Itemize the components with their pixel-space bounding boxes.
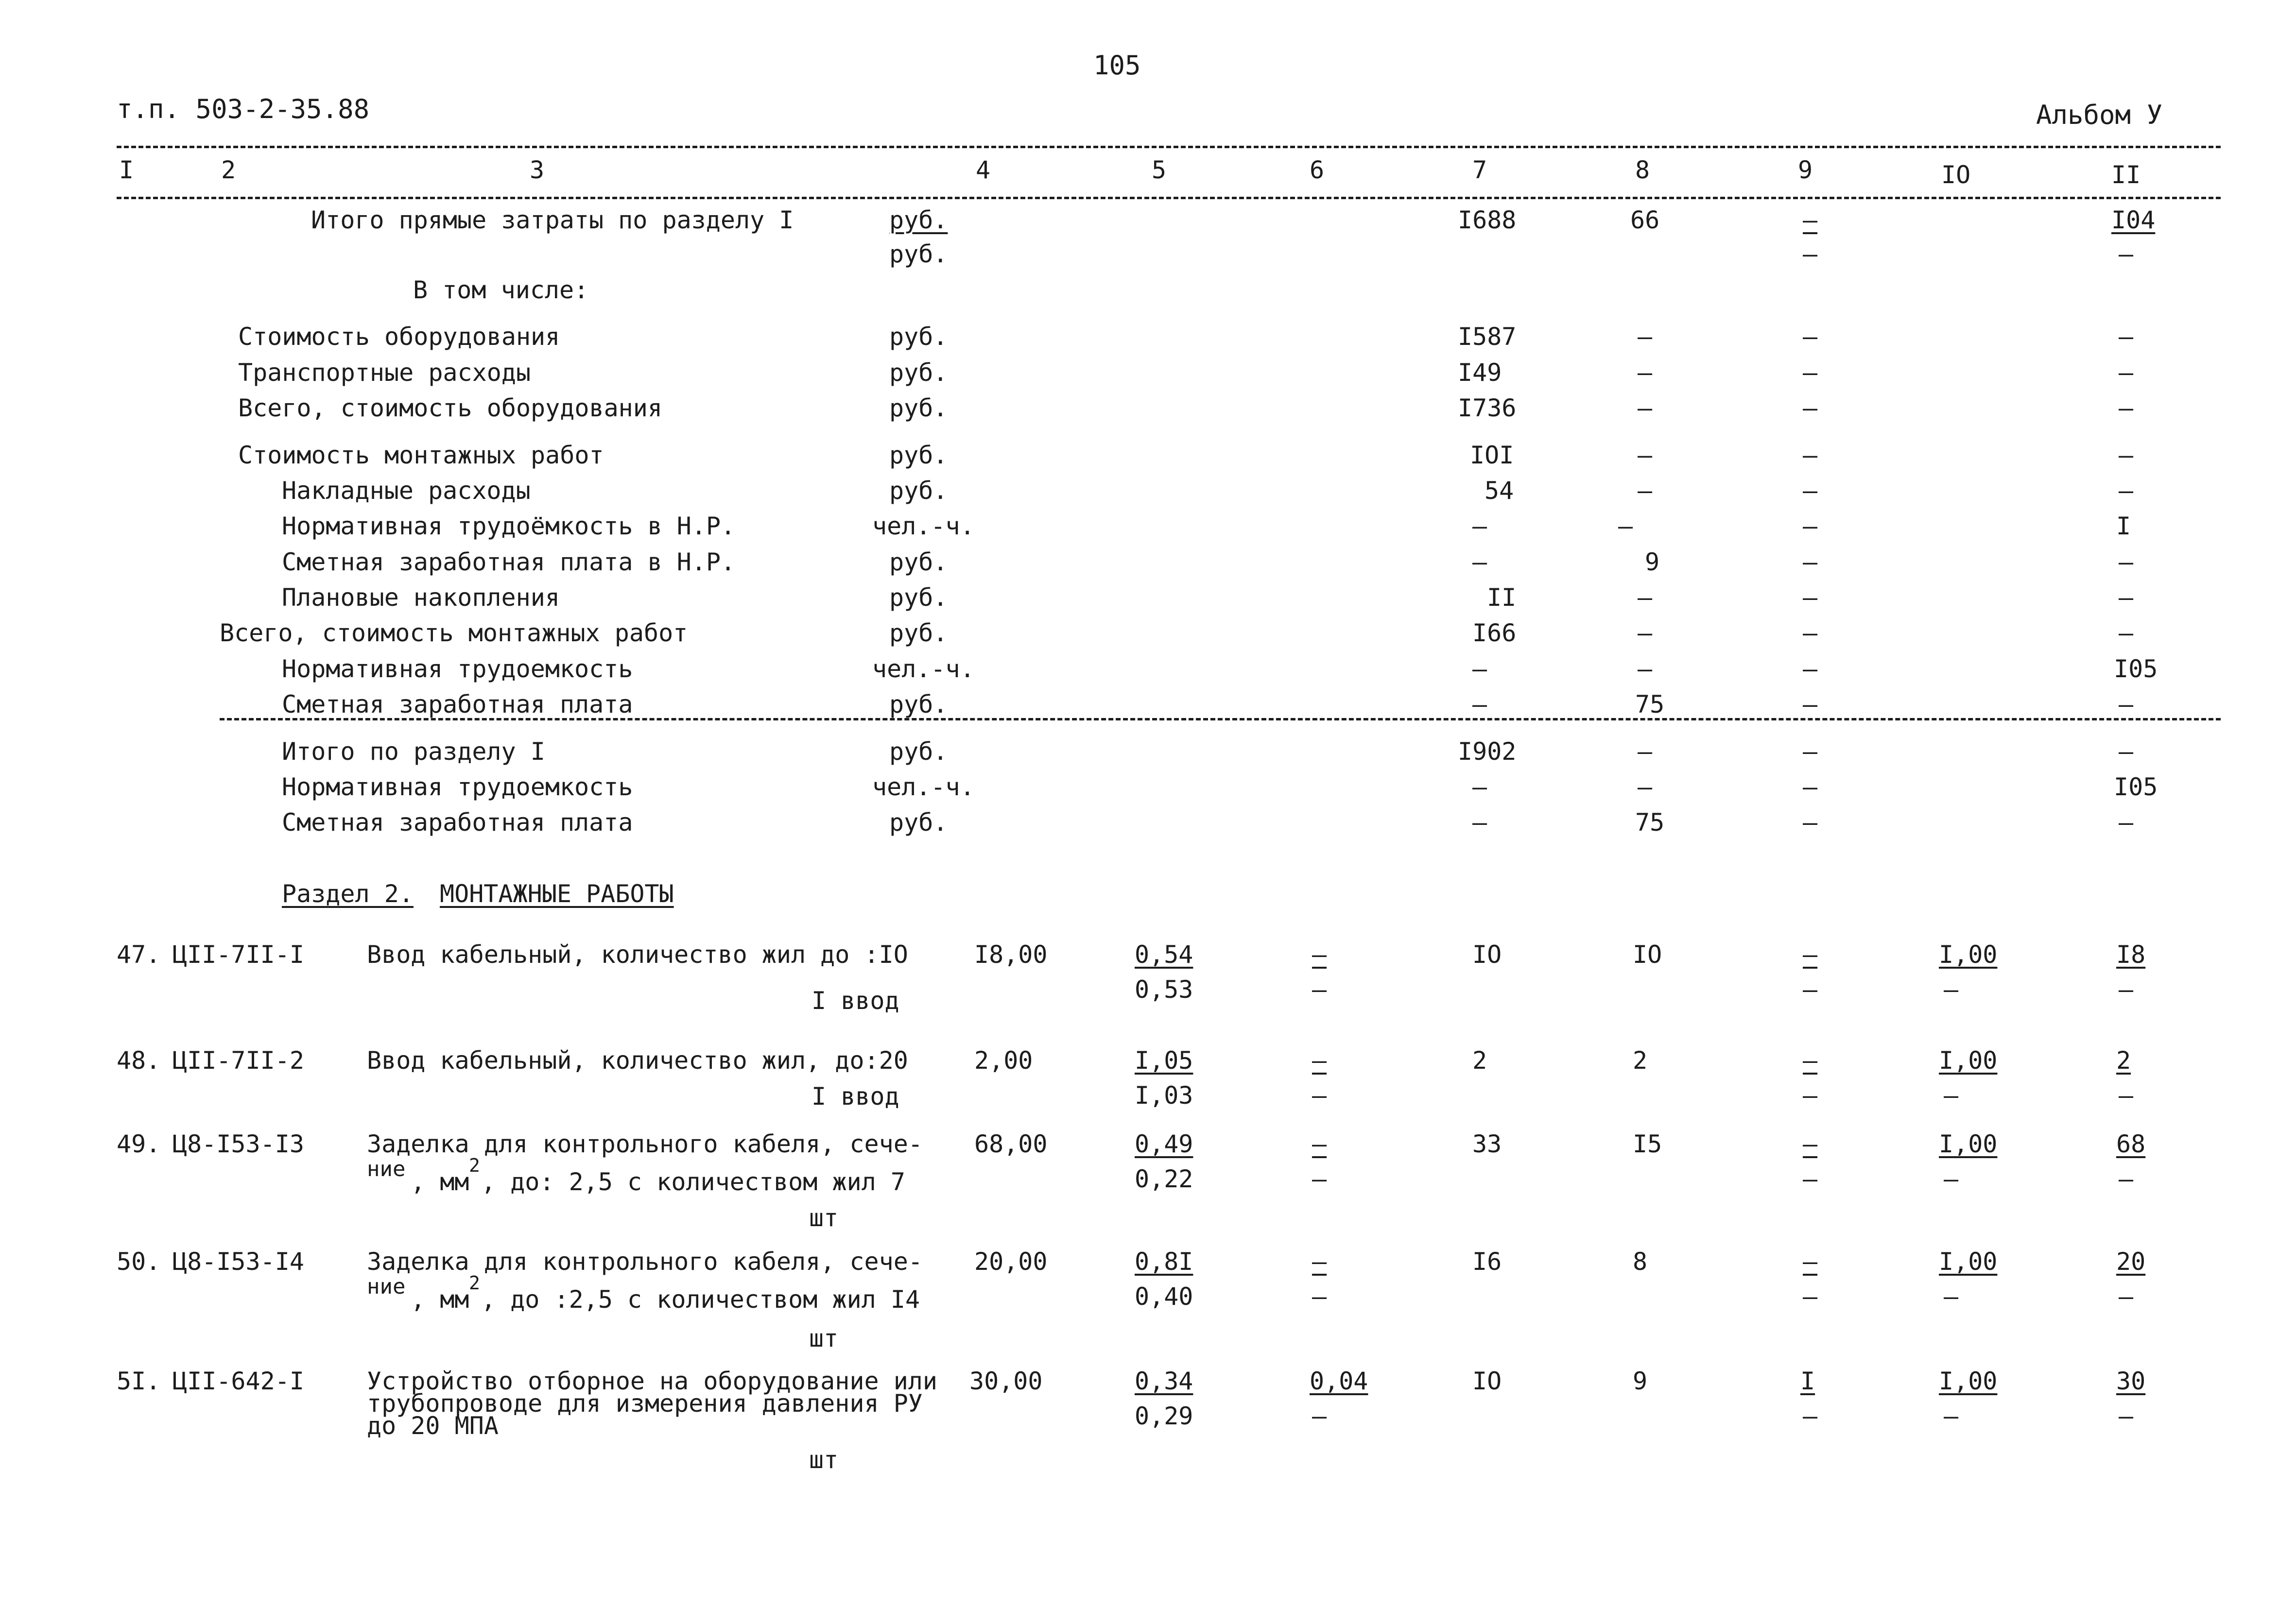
item-code: ЦII-642-I [173,1367,304,1395]
summary-value-col8: – [1618,512,1633,540]
summary-value-col9: – [1803,583,1818,612]
summary-label: Накладные расходы [282,477,531,505]
item-col6-bottom: – [1312,1081,1327,1110]
summary-value-col9: – [1803,477,1818,505]
summary-value-col9: – [1803,737,1818,766]
item-col11-top: 20 [2116,1248,2146,1276]
item-superscript: 2 [469,1155,480,1176]
header-rule-top [117,146,2221,148]
item-col7: IO [1472,940,1502,969]
summary-value-col8: – [1638,655,1653,683]
item-col10-bottom: – [1944,1081,1959,1110]
item-col7: 2 [1472,1046,1487,1075]
item-description-line2: трубопроводе для измерения давления РУ [367,1389,923,1418]
summary-value-col7: – [1472,808,1487,837]
item-col6-top: – [1312,1130,1327,1158]
summary-label: Сметная заработная плата [282,690,633,718]
item-unit: I ввод [811,987,899,1015]
item-col9-bottom: – [1803,1402,1818,1430]
item-col9-top: – [1803,1046,1818,1075]
item-col9-bottom: – [1803,975,1818,1004]
summary-value-col8: – [1638,773,1653,801]
summary-label: Всего, стоимость оборудования [238,394,662,422]
summary-unit: руб. [889,477,948,505]
item-unit: шт [809,1204,839,1232]
item-number: 49. [117,1130,161,1158]
item-col11-bottom: – [2119,1402,2134,1430]
item-col9-bottom: – [1803,1165,1818,1193]
item-code: Ц8-I53-I3 [173,1130,304,1158]
item-col6-top: – [1312,1248,1327,1276]
summary-value-col7: 54 [1485,477,1514,505]
summary-value-col8: – [1638,394,1653,422]
column-header: I [119,156,134,184]
summary-value-col11: – [2119,477,2134,505]
item-col6-top: 0,04 [1310,1367,1368,1395]
item-col10-bottom: – [1944,975,1959,1004]
item-col5-bottom: 0,22 [1135,1165,1193,1193]
summary-label: Сметная заработная плата [282,808,633,837]
summary-value-col11: – [2119,394,2134,422]
item-col5-bottom: I,03 [1135,1081,1193,1110]
item-col6-bottom: – [1312,1282,1327,1311]
summary-value-col8: – [1638,737,1653,766]
section2-label: Раздел 2. [282,880,414,908]
summary-unit: руб. [889,206,948,234]
summary-value-col11: – [2119,441,2134,469]
column-header: 5 [1152,156,1167,184]
summary-value-col11: – [2119,359,2134,387]
item-col8: IO [1633,940,1662,969]
summary-value-col9: – [1803,441,1818,469]
summary-unit: руб. [889,808,948,837]
item-col8: 8 [1633,1248,1648,1276]
item-unit: шт [809,1324,839,1352]
column-header: IO [1941,161,1971,189]
summary-label: Транспортные расходы [238,359,531,387]
summary-value-col11: – [2119,808,2134,837]
item-col8: I5 [1633,1130,1662,1158]
summary-value-col11: I04 [2111,206,2156,234]
summary-label: Нормативная трудоемкость [282,655,633,683]
summary-value-col11: I05 [2114,655,2158,683]
summary-value-col9: – [1803,206,1818,234]
summary-value-col9: – [1803,548,1818,576]
item-col6-top: – [1312,1046,1327,1075]
summary-value-col7: II [1487,583,1517,612]
item-col5-top: 0,8I [1135,1248,1193,1276]
summary-unit: руб. [889,240,948,268]
summary-value-col11: – [2119,240,2134,268]
summary-unit: руб. [889,548,948,576]
summary-value-col8: – [1638,359,1653,387]
item-col10-top: I,00 [1939,1367,1998,1395]
summary-value-col8: 75 [1635,808,1665,837]
item-col7: IO [1472,1367,1502,1395]
summary-unit: руб. [889,737,948,766]
item-description-line2c: , до :2,5 с количеством жил I4 [481,1285,920,1314]
item-col9-bottom: – [1803,1282,1818,1311]
item-quantity: 30,00 [969,1367,1043,1395]
summary-value-col8: – [1638,441,1653,469]
item-quantity: 68,00 [974,1130,1048,1158]
summary-label: Сметная заработная плата в Н.Р. [282,548,736,576]
summary-value-col11: – [2119,619,2134,647]
summary-value-col7: I66 [1472,619,1517,647]
item-col5-bottom: 0,29 [1135,1402,1193,1430]
item-code: ЦII-7II-2 [173,1046,304,1075]
summary-unit: руб. [889,394,948,422]
summary-value-col7: IOI [1470,441,1514,469]
item-col9-bottom: – [1803,1081,1818,1110]
summary-value-col8: 66 [1630,206,1660,234]
item-code: Ц8-I53-I4 [173,1248,304,1276]
summary-value-col9: – [1803,512,1818,540]
summary-unit: руб. [889,583,948,612]
item-description: Ввод кабельный, количество жил, до:20 [367,1046,908,1075]
item-description-line2: ние [367,1157,406,1181]
summary-unit: руб. [889,619,948,647]
summary-label: Стоимость монтажных работ [238,441,604,469]
summary-value-col7: – [1472,548,1487,576]
summary-value-col9: – [1803,773,1818,801]
item-description: Ввод кабельный, количество жил до :IO [367,940,908,969]
summary-value-col7: – [1472,512,1487,540]
item-col11-bottom: – [2119,975,2134,1004]
item-unit: I ввод [811,1082,899,1111]
item-col8: 2 [1633,1046,1648,1075]
column-header: 2 [221,156,236,184]
summary-unit: чел.-ч. [872,655,975,683]
item-col7: 33 [1472,1130,1502,1158]
summary-label: Плановые накопления [282,583,560,612]
item-col6-bottom: – [1312,1402,1327,1430]
item-description: Заделка для контрольного кабеля, сече- [367,1130,923,1158]
item-col10-bottom: – [1944,1282,1959,1311]
item-col6-top: – [1312,940,1327,969]
item-description-line2c: , до: 2,5 с количеством жил 7 [481,1168,905,1196]
item-col9-top: – [1803,1130,1818,1158]
summary-value-col9: – [1803,240,1818,268]
summary-value-col7: I49 [1458,359,1502,387]
summary-unit: руб. [889,359,948,387]
summary-label: Итого прямые затраты по разделу I [311,206,794,234]
item-col9-top: – [1803,940,1818,969]
item-col10-bottom: – [1944,1165,1959,1193]
item-col11-top: 2 [2116,1046,2131,1075]
summary-value-col7: I902 [1458,737,1517,766]
section-separator-rule [220,718,2221,720]
page-number: 105 [1093,50,1141,81]
item-quantity: 2,00 [974,1046,1033,1075]
header-rule-bottom [117,197,2221,199]
item-description-line2b: , мм [411,1285,469,1314]
item-description: Устройство отборное на оборудование или [367,1367,937,1395]
item-description-line2: ние [367,1274,406,1299]
summary-unit: чел.-ч. [872,773,975,801]
item-number: 5I. [117,1367,161,1395]
summary-value-col11: I05 [2114,773,2158,801]
item-col10-top: I,00 [1939,1248,1998,1276]
summary-value-col11: – [2119,583,2134,612]
document-code: т.п. 503-2-35.88 [117,94,370,124]
item-col10-top: I,00 [1939,1046,1998,1075]
item-col5-top: 0,34 [1135,1367,1193,1395]
item-col11-top: I8 [2116,940,2146,969]
item-col11-top: 30 [2116,1367,2146,1395]
summary-value-col11: – [2119,323,2134,351]
item-col5-bottom: 0,40 [1135,1282,1193,1311]
item-col9-top: I [1800,1367,1815,1395]
album-label: Альбом У [2036,100,2163,130]
item-col11-top: 68 [2116,1130,2146,1158]
column-header: 8 [1635,156,1650,184]
item-col9-top: – [1803,1248,1818,1276]
item-col5-top: 0,54 [1135,940,1193,969]
item-col11-bottom: – [2119,1165,2134,1193]
summary-value-col8: – [1638,619,1653,647]
item-quantity: 20,00 [974,1248,1048,1276]
column-header: 6 [1310,156,1325,184]
summary-value-col8: 9 [1645,548,1660,576]
item-col5-top: 0,49 [1135,1130,1193,1158]
item-col6-bottom: – [1312,975,1327,1004]
item-col5-top: I,05 [1135,1046,1193,1075]
item-number: 47. [117,940,161,969]
summary-value-col8: 75 [1635,690,1665,718]
summary-label: Нормативная трудоёмкость в Н.Р. [282,512,736,540]
summary-value-col9: – [1803,808,1818,837]
summary-value-col11: – [2119,737,2134,766]
item-col11-bottom: – [2119,1081,2134,1110]
summary-unit: руб. [889,441,948,469]
summary-label: Стоимость оборудования [238,323,560,351]
column-header: 3 [530,156,545,184]
item-col11-bottom: – [2119,1282,2134,1311]
summary-value-col9: – [1803,655,1818,683]
column-header: II [2111,161,2141,189]
column-header: 9 [1798,156,1813,184]
summary-value-col9: – [1803,359,1818,387]
item-number: 50. [117,1248,161,1276]
item-description-line3: до 20 МПА [367,1412,499,1440]
item-description-line2b: , мм [411,1168,469,1196]
summary-value-col7: I736 [1458,394,1517,422]
summary-value-col11: I [2116,512,2131,540]
summary-value-col7: – [1472,690,1487,718]
summary-label: Итого по разделу I [282,737,545,766]
summary-value-col7: I688 [1458,206,1517,234]
column-header: 7 [1472,156,1487,184]
summary-value-col9: – [1803,690,1818,718]
item-col7: I6 [1472,1248,1502,1276]
summary-value-col7: – [1472,773,1487,801]
summary-label: Нормативная трудоемкость [282,773,633,801]
summary-value-col7: – [1472,655,1487,683]
item-col6-bottom: – [1312,1165,1327,1193]
summary-value-col8: – [1638,477,1653,505]
item-quantity: I8,00 [974,940,1048,969]
item-code: ЦII-7II-I [173,940,304,969]
item-col10-top: I,00 [1939,940,1998,969]
summary-unit: руб. [889,690,948,718]
item-col10-top: I,00 [1939,1130,1998,1158]
item-unit: шт [809,1446,839,1474]
item-col8: 9 [1633,1367,1648,1395]
summary-value-col9: – [1803,323,1818,351]
summary-value-col7: I587 [1458,323,1517,351]
item-col10-bottom: – [1944,1402,1959,1430]
summary-unit: чел.-ч. [872,512,975,540]
summary-value-col9: – [1803,394,1818,422]
summary-value-col8: – [1638,323,1653,351]
section2-title: МОНТАЖНЫЕ РАБОТЫ [440,880,674,908]
item-col5-bottom: 0,53 [1135,975,1193,1004]
summary-value-col9: – [1803,619,1818,647]
item-number: 48. [117,1046,161,1075]
summary-label: Всего, стоимость монтажных работ [220,619,688,647]
summary-unit: руб. [889,323,948,351]
summary-value-col11: – [2119,690,2134,718]
summary-value-col8: – [1638,583,1653,612]
item-superscript: 2 [469,1272,480,1294]
summary-label: В том числе: [413,276,589,304]
item-description: Заделка для контрольного кабеля, сече- [367,1248,923,1276]
column-header: 4 [976,156,991,184]
summary-value-col11: – [2119,548,2134,576]
